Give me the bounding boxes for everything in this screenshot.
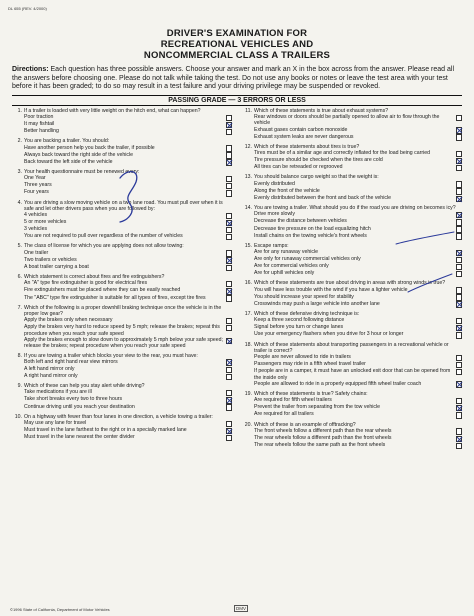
- answer-checkbox[interactable]: [456, 115, 463, 122]
- question-number: 19.: [244, 390, 252, 397]
- answer-checkbox-marked[interactable]: [226, 359, 233, 366]
- answer-checkbox-marked[interactable]: [456, 325, 463, 332]
- answer-option[interactable]: [254, 397, 462, 404]
- answer-text: Have another person help you back the trailer, if possible: [24, 144, 155, 151]
- answer-checkbox-marked[interactable]: [456, 250, 463, 257]
- answer-text: Always back toward the right side of the vehicle: [24, 151, 133, 158]
- answer-checkbox[interactable]: [456, 264, 463, 271]
- form-number: DL 655 (REV. 4/2000): [8, 6, 47, 11]
- question-number: 9.: [17, 383, 22, 390]
- answer-checkbox[interactable]: [226, 374, 233, 381]
- answer-option[interactable]: [254, 331, 462, 338]
- question-number: 3.: [17, 168, 22, 175]
- answer-checkbox[interactable]: [456, 369, 463, 376]
- question-number: 20.: [244, 421, 252, 428]
- answer-checkbox[interactable]: [226, 325, 233, 332]
- question-item: [12, 383, 232, 411]
- answer-checkbox[interactable]: [456, 271, 463, 278]
- answer-option[interactable]: [254, 361, 462, 368]
- answer-option[interactable]: [254, 368, 462, 381]
- answer-text: Poor traction: [24, 114, 54, 121]
- directions-text: Each question has three possible answers. Choose your answer and mark an X in the box across from the answer. Please read all the answers before choosing one. Please do not talk while taking the test. Do not use any books or notes or leave the test area with your test before it has been graded; to do so may result in a test failure and your driving privilege may be suspended or revoked.: [12, 66, 455, 91]
- question-text: If a trailer is loaded with very little weight on the hitch end, what can happen?: [24, 107, 201, 114]
- answer-text: Use your emergency flashers when you drive for 3 hour or longer: [254, 331, 404, 338]
- answer-option[interactable]: [24, 295, 232, 302]
- answer-text: Exhaust gases contain carbon monoxide: [254, 126, 348, 133]
- answer-text: All tires can be retreaded or regrooved: [254, 164, 343, 171]
- answer-text: Keep a three second following distance: [254, 317, 345, 324]
- question-item: [12, 414, 232, 442]
- answer-text: Are only for runaway commercial vehicles only: [254, 256, 361, 263]
- answer-checkbox[interactable]: [456, 287, 463, 294]
- answer-text: Crosswinds may push a large vehicle into another lane: [254, 300, 380, 307]
- answer-checkbox[interactable]: [226, 404, 233, 411]
- question-number: 7.: [17, 304, 22, 311]
- answer-text: Continue driving until you reach your destination: [24, 403, 135, 410]
- answer-text: A boat trailer carrying a boat: [24, 263, 89, 270]
- answer-option[interactable]: [24, 317, 232, 324]
- answer-option[interactable]: [254, 195, 462, 202]
- question-text: Which of these statements is true? Safety chains:: [254, 390, 368, 397]
- answer-text: The "ABC" type fire extinguisher is suitable for all types of fires, except tire fires: [24, 294, 206, 301]
- answer-option[interactable]: [24, 324, 232, 337]
- question-item: [242, 422, 462, 450]
- answer-checkbox-marked[interactable]: [226, 397, 233, 404]
- answer-option[interactable]: [254, 381, 462, 388]
- question-number: 5.: [17, 243, 22, 250]
- answer-option[interactable]: [24, 280, 232, 287]
- answer-checkbox[interactable]: [226, 250, 233, 257]
- answer-checkbox-marked[interactable]: [456, 381, 463, 388]
- answer-checkbox[interactable]: [456, 398, 463, 405]
- answer-option[interactable]: [254, 211, 462, 218]
- answer-checkbox[interactable]: [456, 219, 463, 226]
- answer-option[interactable]: [24, 121, 232, 128]
- answer-checkbox[interactable]: [226, 318, 233, 325]
- answer-checkbox[interactable]: [226, 213, 233, 220]
- question-number: 12.: [244, 143, 252, 150]
- question-number: 18.: [244, 341, 252, 348]
- answer-checkbox[interactable]: [456, 428, 463, 435]
- answer-text: Four years: [24, 189, 49, 196]
- answer-checkbox[interactable]: [226, 129, 233, 136]
- answer-text: Fire extinguishers must be placed where they can be easily reached: [24, 287, 181, 294]
- answer-option[interactable]: [254, 181, 462, 188]
- answer-option[interactable]: [254, 114, 462, 127]
- answer-text: Must travel in the lane nearest the center divider: [24, 434, 135, 441]
- answer-text: Apply the brakes only when necessary: [24, 317, 113, 324]
- answer-text: Are for any runaway vehicle: [254, 248, 319, 255]
- page-title: [8, 28, 466, 61]
- answer-option[interactable]: [24, 175, 232, 182]
- question-item: [242, 205, 462, 240]
- answer-checkbox-marked[interactable]: [226, 428, 233, 435]
- answer-checkbox-marked[interactable]: [456, 158, 463, 165]
- answer-checkbox-marked[interactable]: [456, 405, 463, 412]
- answer-text: Along the front of the vehicle: [254, 187, 320, 194]
- answer-checkbox[interactable]: [226, 295, 233, 302]
- answer-checkbox-marked[interactable]: [226, 288, 233, 295]
- footer-copyright: ©1996 State of California, Department of Motor Vehicles: [10, 607, 110, 612]
- answer-checkbox[interactable]: [456, 151, 463, 158]
- answer-option[interactable]: [24, 189, 232, 196]
- question-text: The class of license for which you are applying does not allow towing:: [24, 243, 184, 250]
- answer-text: It may fishtail: [24, 121, 55, 128]
- answer-text: Are required for fifth wheel trailers: [254, 397, 332, 404]
- answer-option[interactable]: [24, 373, 232, 380]
- answer-checkbox[interactable]: [226, 234, 233, 241]
- answer-option[interactable]: [24, 359, 232, 366]
- question-number: 17.: [244, 310, 252, 317]
- question-number: 13.: [244, 174, 252, 181]
- question-item: [12, 243, 232, 271]
- answer-text: Are for uphill vehicles only: [254, 270, 315, 277]
- answer-text: People are allowed to ride in a properly equipped fifth wheel trailer coach: [254, 380, 422, 387]
- answer-text: Install chains on the towing vehicle's front wheels: [254, 232, 367, 239]
- question-text: If you are towing a trailer which blocks your view to the rear, you must have:: [24, 352, 198, 359]
- answer-checkbox[interactable]: [456, 181, 463, 188]
- answer-option[interactable]: [254, 150, 462, 157]
- answer-checkbox[interactable]: [226, 145, 233, 152]
- answer-text: Are required for all trailers: [254, 411, 314, 418]
- answer-checkbox[interactable]: [456, 318, 463, 325]
- answer-text: Drive more slowly: [254, 211, 295, 218]
- answer-text: Must travel in the lane farthest to the right or in a specially marked lane: [24, 427, 187, 434]
- answer-option[interactable]: [254, 164, 462, 171]
- answer-text: Two trailers or vehicles: [24, 256, 77, 263]
- answer-option[interactable]: [24, 233, 232, 240]
- answer-checkbox-marked[interactable]: [456, 212, 463, 219]
- answer-option[interactable]: [254, 301, 462, 308]
- question-item: [242, 243, 462, 278]
- question-text: Which of the following is a proper downhill braking technique once the vehicle is in the proper low gear?: [24, 304, 222, 317]
- question-item: [12, 200, 232, 241]
- question-item: [12, 169, 232, 197]
- answer-text: Better handling: [24, 128, 59, 135]
- answer-option[interactable]: [24, 427, 232, 434]
- answer-option[interactable]: [254, 435, 462, 442]
- question-text: You should balance cargo weight so that the weight is:: [254, 174, 379, 181]
- question-number: 11.: [245, 107, 252, 114]
- answer-checkbox[interactable]: [456, 257, 463, 264]
- question-number: 15.: [244, 242, 252, 249]
- answer-checkbox[interactable]: [226, 265, 233, 272]
- answer-checkbox[interactable]: [226, 390, 233, 397]
- question-item: [12, 108, 232, 136]
- answer-text: People are never allowed to ride in trailers: [254, 354, 351, 361]
- answer-text: Passengers may ride in a fifth wheel travel trailer: [254, 361, 366, 368]
- answer-text: The rear wheels follow the same path as the front wheels: [254, 442, 386, 449]
- answer-option[interactable]: [24, 366, 232, 373]
- answer-option[interactable]: [24, 434, 232, 441]
- question-text: Which of these defensive driving technique is:: [254, 310, 360, 317]
- answer-checkbox-marked[interactable]: [226, 122, 233, 129]
- answer-option[interactable]: [24, 420, 232, 427]
- question-text: Your health questionnaire must be renewed every:: [24, 168, 140, 175]
- answer-option[interactable]: [24, 182, 232, 189]
- answer-checkbox[interactable]: [226, 176, 233, 183]
- question-text: Which of these statements about transporting passengers in a recreational vehicle or trailer is correct?: [254, 341, 449, 354]
- question-text: Which of these statements about tires is true?: [254, 143, 360, 150]
- answer-text: One trailer: [24, 249, 49, 256]
- answer-text: Prevent the trailer from separating from the tow vehicle: [254, 404, 380, 411]
- answer-text: Evenly distributed between the front and back of the vehicle: [254, 194, 391, 201]
- questions-right-column: [242, 108, 462, 452]
- question-item: [12, 305, 232, 350]
- answer-checkbox[interactable]: [226, 227, 233, 234]
- answer-option[interactable]: [24, 212, 232, 219]
- answer-checkbox[interactable]: [456, 412, 463, 419]
- question-number: 6.: [17, 274, 22, 281]
- answer-option[interactable]: [24, 159, 232, 166]
- answer-checkbox-marked[interactable]: [226, 338, 233, 345]
- answer-option[interactable]: [24, 396, 232, 403]
- answer-checkbox[interactable]: [456, 294, 463, 301]
- question-text: Which of these can help you stay alert while driving?: [24, 383, 145, 390]
- answer-checkbox[interactable]: [456, 226, 463, 233]
- answer-option[interactable]: [24, 264, 232, 271]
- answer-text: You are not required to pull over regardless of the number of vehicles: [24, 233, 183, 240]
- title-line-2: RECREATIONAL VEHICLES AND: [160, 39, 314, 50]
- question-item: [242, 391, 462, 419]
- answer-option[interactable]: [254, 324, 462, 331]
- question-text: Escape ramps:: [254, 242, 289, 249]
- answer-checkbox[interactable]: [226, 152, 233, 159]
- answer-checkbox[interactable]: [226, 367, 233, 374]
- answer-checkbox[interactable]: [456, 355, 463, 362]
- question-number: 8.: [17, 352, 22, 359]
- question-number: 16.: [244, 280, 252, 287]
- answer-text: Rear windows or doors should be partially opened to allow air to flow through the vehicle: [254, 114, 440, 127]
- question-number: 4.: [17, 199, 22, 206]
- answer-checkbox[interactable]: [456, 362, 463, 369]
- answer-option[interactable]: [254, 317, 462, 324]
- answer-option[interactable]: [254, 294, 462, 301]
- question-item: [242, 144, 462, 172]
- answer-text: An "A" type fire extinguisher is good for electrical fires: [24, 280, 148, 287]
- answer-option[interactable]: [254, 287, 462, 294]
- answer-option[interactable]: [254, 134, 462, 141]
- answer-option[interactable]: [24, 128, 232, 135]
- answer-checkbox[interactable]: [456, 188, 463, 195]
- answer-text: Decrease tire pressure on the load equalizing hitch: [254, 225, 371, 232]
- answer-text: You should increase your speed for stability: [254, 293, 354, 300]
- question-number: 1.: [17, 107, 22, 114]
- answer-checkbox-marked[interactable]: [226, 220, 233, 227]
- answer-checkbox[interactable]: [226, 115, 233, 122]
- answer-checkbox-marked[interactable]: [456, 301, 463, 308]
- questions-left-column: [12, 108, 232, 452]
- answer-option[interactable]: [254, 354, 462, 361]
- question-item: [12, 138, 232, 166]
- questions-area: [8, 106, 466, 452]
- answer-option[interactable]: [254, 226, 462, 233]
- answer-text: You will have less trouble with the wind if you have a lighter vehicle: [254, 286, 408, 293]
- answer-option[interactable]: [254, 428, 462, 435]
- answer-text: May use any lane for travel: [24, 419, 87, 426]
- answer-text: A right hand mirror only: [24, 373, 78, 379]
- answer-checkbox-marked[interactable]: [456, 127, 463, 134]
- question-item: [242, 280, 462, 308]
- answer-text: Both left and right hand rear view mirrors: [24, 358, 118, 365]
- question-text-row: [12, 305, 232, 318]
- answer-option[interactable]: [24, 389, 232, 396]
- answer-option[interactable]: [254, 270, 462, 277]
- question-text: You are towing a trailer. What should you do if the road you are driving on becomes icy?: [254, 205, 456, 212]
- question-item: [242, 108, 462, 141]
- answer-text: Evenly distributed: [254, 180, 295, 187]
- answer-text: 5 or more vehicles: [24, 219, 67, 226]
- answer-text: Are for commercial vehicles only: [254, 263, 329, 270]
- question-number: 10.: [14, 413, 22, 420]
- footer-logo: DMV: [236, 606, 246, 611]
- answer-checkbox-marked[interactable]: [226, 159, 233, 166]
- title-line-3: NONCOMMERCIAL CLASS A TRAILERS: [143, 50, 331, 61]
- answer-checkbox[interactable]: [456, 165, 463, 172]
- answer-option[interactable]: [24, 114, 232, 121]
- answer-text: Take short breaks every two to three hours: [24, 396, 123, 403]
- answer-option[interactable]: [24, 152, 232, 159]
- title-line-1: DRIVER'S EXAMINATION FOR: [166, 28, 308, 39]
- answer-option[interactable]: [24, 287, 232, 294]
- question-item: [242, 311, 462, 339]
- answer-checkbox[interactable]: [226, 183, 233, 190]
- answer-text: Tires must be of a similar age and correctly inflated for the load being carried: [254, 150, 430, 157]
- answer-checkbox[interactable]: [226, 435, 233, 442]
- answer-option[interactable]: [254, 157, 462, 164]
- answer-option[interactable]: [24, 250, 232, 257]
- answer-text: The rear wheels follow a different path than the front wheels: [254, 434, 392, 441]
- question-text-row: [242, 342, 462, 355]
- answer-text: Apply the brakes very hard to reduce speed by 5 mph; release the brakes; repeat this procedure when you reach your safe speed: [24, 324, 220, 337]
- answer-option[interactable]: [254, 256, 462, 263]
- answer-checkbox[interactable]: [456, 134, 463, 141]
- answer-text: Apply the brakes enough to slow down to approximately 5 mph below your safe speed; release the brakes; repeat procedure when you reach your safe speed: [24, 336, 223, 350]
- question-text: Which of these is an example of offtracking?: [254, 421, 356, 428]
- answer-text: Signal before you turn or change lanes: [254, 324, 344, 331]
- answer-checkbox[interactable]: [226, 190, 233, 197]
- answer-option[interactable]: [24, 257, 232, 264]
- question-text: Which statement is correct about fires and fire extinguishers?: [24, 274, 165, 281]
- answer-option[interactable]: [24, 226, 232, 233]
- question-text: Which of these statements is true about exhaust systems?: [254, 107, 389, 114]
- answer-option[interactable]: [254, 127, 462, 134]
- directions: [8, 66, 466, 92]
- answer-checkbox[interactable]: [456, 332, 463, 339]
- answer-option[interactable]: [254, 188, 462, 195]
- answer-text: Back toward the left side of the vehicle: [24, 158, 113, 165]
- question-item: [12, 353, 232, 381]
- answer-checkbox[interactable]: [456, 233, 463, 240]
- answer-checkbox[interactable]: [226, 281, 233, 288]
- answer-text: Exhaust system leaks are never dangerous: [254, 133, 354, 140]
- question-item: [242, 342, 462, 388]
- answer-checkbox[interactable]: [226, 421, 233, 428]
- answer-text: One Year: [24, 175, 46, 182]
- answer-text: Tire pressure should be checked when the tires are cold: [254, 157, 383, 164]
- answer-option[interactable]: [24, 404, 232, 411]
- answer-text: Decrease the distance between vehicles: [254, 218, 347, 225]
- question-number: 2.: [17, 138, 22, 145]
- answer-option[interactable]: [24, 145, 232, 152]
- answer-checkbox-marked[interactable]: [226, 257, 233, 264]
- answer-text: Three years: [24, 182, 52, 189]
- question-text: You are driving a slow moving vehicle on a two lane road. You must pull over when it is safe and let other drivers pass when you are followed by:: [24, 199, 223, 212]
- answer-option[interactable]: [254, 218, 462, 225]
- question-text-row: [12, 200, 232, 213]
- passing-grade-banner: PASSING GRADE — 3 ERRORS OR LESS: [12, 95, 462, 106]
- answer-text: If people are in a camper, it must have an unlocked exit door that can be opened from the inside only: [254, 368, 451, 381]
- answer-text: A left hand mirror only: [24, 365, 75, 372]
- question-text: You are backing a trailer. You should:: [24, 138, 110, 145]
- answer-option[interactable]: [24, 337, 232, 350]
- answer-option[interactable]: [254, 442, 462, 449]
- question-text: Which of these statements are true about driving in areas with strong winds is true?: [254, 280, 446, 287]
- answer-option[interactable]: [254, 249, 462, 256]
- answer-option[interactable]: [254, 233, 462, 240]
- answer-checkbox-marked[interactable]: [456, 436, 463, 443]
- directions-label: Directions:: [12, 66, 49, 73]
- answer-option[interactable]: [254, 411, 462, 418]
- question-text: On a highway with fewer than four lanes in one direction, a vehicle towing a trailer:: [24, 413, 213, 420]
- answer-text: 4 vehicles: [24, 212, 48, 219]
- answer-text: Take medications if you are ill: [24, 389, 92, 396]
- answer-option[interactable]: [24, 219, 232, 226]
- question-number: 14.: [244, 205, 252, 212]
- answer-checkbox[interactable]: [456, 443, 463, 450]
- answer-checkbox-marked[interactable]: [456, 196, 463, 203]
- answer-option[interactable]: [254, 404, 462, 411]
- question-item: [242, 174, 462, 202]
- answer-option[interactable]: [254, 263, 462, 270]
- question-item: [12, 274, 232, 302]
- answer-text: 3 vehicles: [24, 226, 48, 233]
- answer-text: The front wheels follow a different path than the rear wheels: [254, 427, 392, 434]
